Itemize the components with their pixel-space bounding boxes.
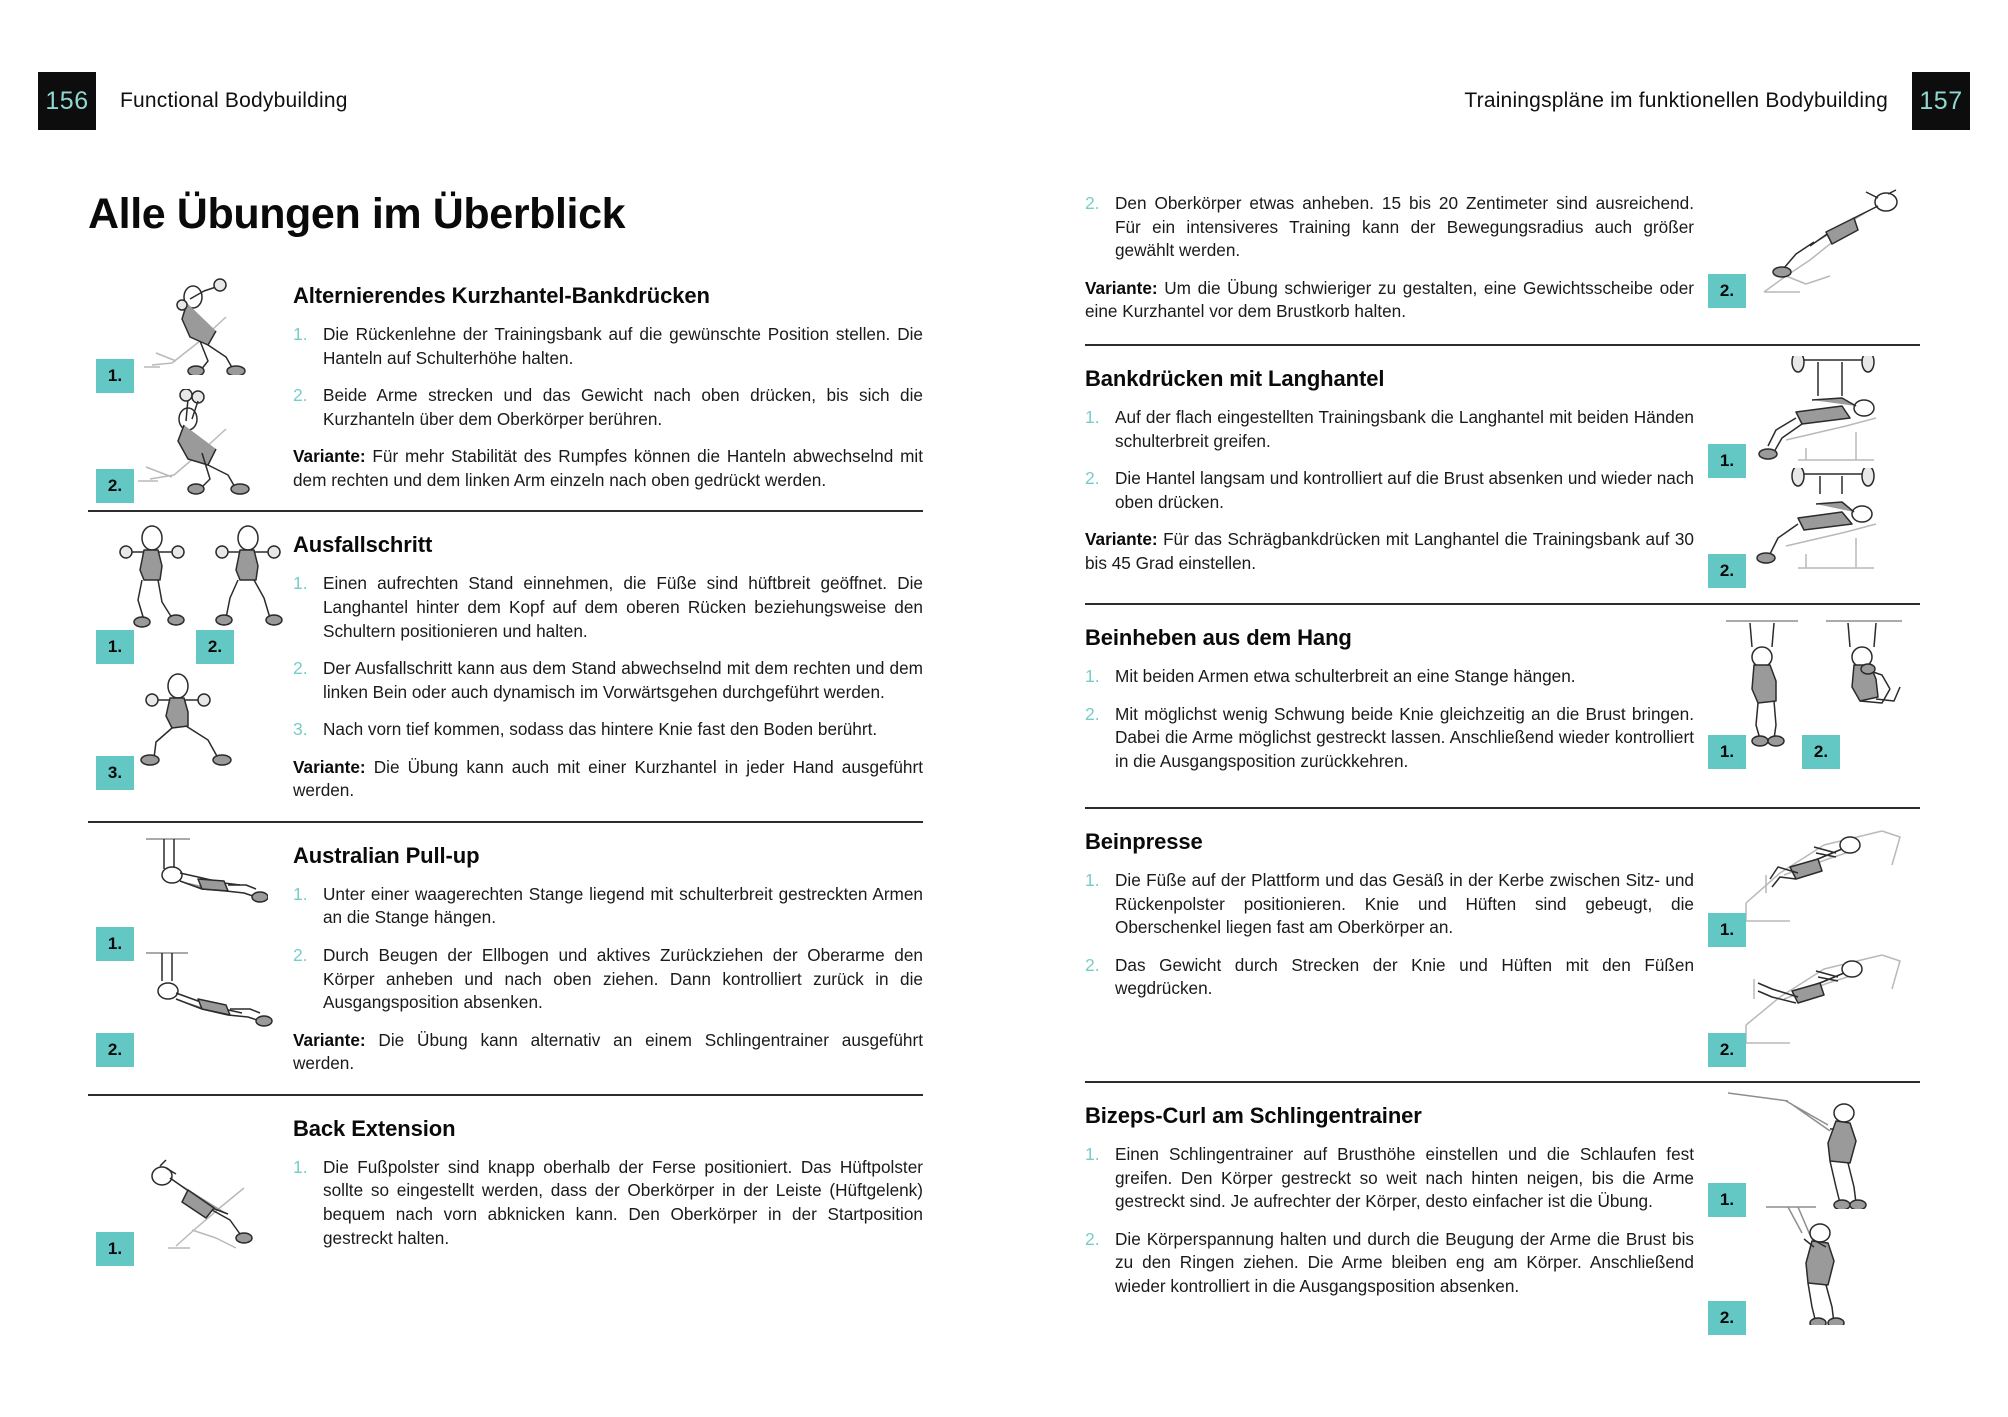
exercise-title: Back Extension [293, 1115, 456, 1141]
figure-badge: 2. [1802, 735, 1840, 769]
exercise-steps [293, 323, 923, 431]
figure-badge: 1. [96, 927, 134, 961]
step-number: 1. [1085, 407, 1100, 427]
figure-column [1702, 1101, 1920, 1327]
lunge-stand-art [108, 522, 192, 632]
section-divider [88, 821, 923, 823]
step-item [293, 384, 923, 431]
section-divider [1085, 603, 1920, 605]
running-head-right-title: Trainingspläne im funktionellen Bodybuilding [1464, 89, 1888, 112]
step-item [1085, 192, 1694, 263]
page-number-left: 156 [38, 72, 96, 130]
step-number: 2. [1085, 193, 1100, 213]
figure-badge: 1. [96, 1232, 134, 1266]
step-item [1085, 406, 1694, 453]
step-number: 2. [293, 385, 308, 406]
step-item [1085, 703, 1694, 774]
section-divider [1085, 1081, 1920, 1083]
lunge-step-art [208, 522, 292, 632]
step-number: 2. [1085, 1228, 1100, 1249]
figure-badge: 2. [1708, 274, 1746, 308]
figure-badge: 1. [96, 630, 134, 664]
variant-label: Variante: [1085, 277, 1158, 298]
hang-straight-art [1720, 617, 1806, 747]
variant-label: Variante: [293, 446, 366, 467]
step-number: 3. [293, 719, 308, 740]
step-item [1085, 665, 1694, 689]
step-item [293, 657, 923, 704]
exercise-steps [1085, 665, 1694, 773]
step-number: 1. [293, 324, 308, 344]
step-text: Durch Beugen der Ellbogen und aktives Zurückziehen der Oberarme den Körper anheben und nach oben ziehen. Dann kontrolliert zurück in die Ausgangsposition absenken. [323, 945, 923, 1013]
hang-knees-art [1820, 617, 1910, 747]
page-title: Alle Übungen im Überblick [88, 190, 626, 238]
variant-text: Um die Übung schwieriger zu gestalten, eine Gewichtsscheibe oder eine Kurzhantel vor dem Brustkorb halten. [1085, 277, 1694, 322]
bb-bench-bottom-art [1746, 468, 1896, 578]
step-item [293, 323, 923, 370]
variant-paragraph [293, 1029, 923, 1076]
exercise-steps [1085, 1143, 1694, 1298]
variant-paragraph [293, 756, 923, 803]
legpress-bent-art [1732, 821, 1907, 931]
step-item [1085, 1143, 1694, 1214]
bb-bench-top-art [1746, 356, 1896, 466]
variant-paragraph [1085, 528, 1694, 575]
exercise-block [1085, 827, 1920, 1067]
section-divider [1085, 344, 1920, 346]
exercise-steps [1085, 192, 1694, 263]
section-divider [88, 1094, 923, 1096]
exercise-block [88, 841, 923, 1080]
variant-label: Variante: [293, 1029, 366, 1050]
exercise-text [1085, 827, 1702, 1063]
figure-badge: 1. [1708, 735, 1746, 769]
variant-paragraph [1085, 277, 1694, 324]
figure-column [88, 841, 293, 1076]
step-item [293, 718, 923, 742]
section-divider [88, 510, 923, 512]
step-text: Mit beiden Armen etwa schulterbreit an eine Stange hängen. [1115, 666, 1576, 686]
step-number: 1. [293, 573, 308, 594]
exercise-title: Bankdrücken mit Langhantel [1085, 366, 1385, 391]
exercise-block [88, 1114, 923, 1268]
aus-pullup-top-art [128, 835, 268, 935]
exercise-title: Ausfallschritt [293, 532, 433, 558]
figure-column [1702, 364, 1920, 585]
figure-badge: 2. [96, 1033, 134, 1067]
aus-pullup-bottom-art [128, 951, 273, 1041]
running-head-right [1464, 72, 1970, 130]
step-text: Das Gewicht durch Strecken der Knie und Hüften mit den Füßen wegdrücken. [1115, 954, 1694, 999]
figure-badge: 2. [1708, 1301, 1746, 1335]
step-item [1085, 869, 1694, 940]
exercise-text [1085, 623, 1702, 789]
step-number: 2. [1085, 954, 1100, 975]
figure-badge: 1. [1708, 913, 1746, 947]
step-text: Den Oberkörper etwas anheben. 15 bis 20 Zentimeter sind ausreichend. Für ein intensiveres Training kann der Bewegungsradius auch größer gewählt werden. [1115, 193, 1694, 261]
back-ext-up-art [1754, 184, 1914, 304]
variant-paragraph [293, 445, 923, 492]
exercise-title: Alternierendes Kurzhantel-Bankdrücken [293, 283, 710, 308]
exercise-text [293, 1114, 923, 1264]
sling-curl-pull-art [1762, 1205, 1912, 1325]
exercise-block [88, 281, 923, 496]
variant-label: Variante: [1085, 529, 1158, 550]
right-page-column [1085, 190, 1920, 1331]
bench-press-end-art [128, 389, 258, 499]
step-text: Die Fußpolster sind knapp oberhalb der Ferse positioniert. Das Hüftpolster sollte so eingestellt werden, dass der Oberkörper in der Leiste (Hüftgelenk) bequem nach vorn abknicken kann. Den Oberkörper in der Startposition gestreckt halten. [323, 1156, 923, 1248]
step-item [293, 883, 923, 930]
exercise-block [1085, 623, 1920, 793]
figure-column [1702, 190, 1920, 326]
figure-badge: 1. [1708, 1183, 1746, 1217]
bench-press-start-art [130, 275, 255, 375]
exercise-steps [293, 883, 923, 1015]
step-number: 1. [293, 1156, 308, 1177]
figure-column [88, 1114, 293, 1264]
step-item [1085, 1228, 1694, 1299]
figure-badge: 3. [96, 756, 134, 790]
step-text: Beide Arme strecken und das Gewicht nach oben drücken, bis sich die Kurzhanteln über dem Oberkörper berühren. [323, 385, 923, 429]
legpress-ext-art [1732, 947, 1907, 1052]
figure-column [88, 281, 293, 495]
figure-column [88, 530, 293, 803]
step-text: Auf der flach eingestellten Trainingsbank die Langhantel mit beiden Händen schulterbreit greifen. [1115, 407, 1694, 451]
exercise-block [1085, 364, 1920, 589]
exercise-steps [293, 572, 923, 741]
step-number: 2. [1085, 468, 1100, 489]
figure-badge: 2. [1708, 1033, 1746, 1067]
step-text: Die Hantel langsam und kontrolliert auf die Brust absenken und wieder nach oben drücken. [1115, 468, 1694, 512]
exercise-title: Australian Pull-up [293, 842, 480, 868]
figure-badge: 2. [1708, 554, 1746, 588]
step-item [293, 1156, 923, 1250]
step-text: Der Ausfallschritt kann aus dem Stand abwechselnd mit dem rechten und dem linken Bein oder auch dynamisch im Vorwärtsgehen durchgeführt werden. [323, 658, 923, 702]
variant-label: Variante: [293, 756, 366, 777]
step-text: Mit möglichst wenig Schwung beide Knie gleichzeitig an die Brust bringen. Dabei die Arme möglichst gestreckt lassen. Anschließend wieder kontrolliert in die Ausgangsposition zurückkehren. [1115, 703, 1694, 771]
step-text: Unter einer waagerechten Stange liegend mit schulterbreit gestreckten Armen an die Stange hängen. [323, 883, 923, 928]
figure-badge: 2. [96, 469, 134, 503]
exercise-block [1085, 1101, 1920, 1331]
exercise-block [88, 530, 923, 807]
step-number: 2. [293, 658, 308, 679]
running-head-left [38, 72, 348, 130]
exercise-steps [1085, 869, 1694, 1001]
step-text: Die Körperspannung halten und durch die Beugung der Arme die Brust bis zu den Ringen ziehen. Die Arme bleiben eng am Körper. Anschließend wieder kontrolliert in die Ausgangsposition absenken. [1115, 1228, 1694, 1296]
exercise-title: Beinpresse [1085, 829, 1203, 854]
running-head-left-title: Functional Bodybuilding [120, 89, 348, 112]
step-number: 2. [293, 945, 308, 965]
step-text: Nach vorn tief kommen, sodass das hintere Knie fast den Boden berührt. [323, 719, 878, 740]
page-number-right: 157 [1912, 72, 1970, 130]
step-number: 1. [1085, 870, 1100, 890]
figure-column [1702, 827, 1920, 1063]
left-page-column [88, 190, 923, 1268]
step-text: Die Füße auf der Plattform und das Gesäß in der Kerbe zwischen Sitz- und Rückenpolster positionieren. Knie und Hüften sind gebeugt, die Oberschenkel liegen fast am Oberkörper an. [1115, 870, 1694, 938]
variant-text: Für mehr Stabilität des Rumpfes können die Hanteln abwechselnd mit dem rechten und dem linken Arm einzeln nach oben gedrückt werden. [293, 446, 923, 490]
step-text: Einen Schlingentrainer auf Brusthöhe einstellen und die Schlaufen fest greifen. Den Körper gestreckt so weit nach hinten neigen, bis die Arme gestreckt sind. Je aufrechter der Körper, desto einfacher ist die Übung. [1115, 1144, 1694, 1212]
variant-text: Die Übung kann auch mit einer Kurzhantel in jeder Hand ausgeführt werden. [293, 756, 923, 801]
variant-text: Die Übung kann alternativ an einem Schlingentrainer ausgeführt werden. [293, 1029, 923, 1074]
step-item [1085, 954, 1694, 1001]
exercise-text [293, 530, 923, 803]
step-item [1085, 467, 1694, 514]
figure-badge: 1. [1708, 444, 1746, 478]
step-number: 1. [293, 883, 308, 904]
sling-curl-back-art [1724, 1089, 1909, 1209]
exercise-steps [293, 1156, 923, 1250]
step-number: 1. [1085, 1144, 1100, 1164]
back-ext-down-art [132, 1152, 267, 1257]
exercise-continuation-block [1085, 190, 1920, 330]
step-text: Die Rückenlehne der Trainingsbank auf die gewünschte Position stellen. Die Hanteln auf Schulterhöhe halten. [323, 324, 923, 368]
step-number: 2. [1085, 703, 1100, 724]
exercise-text [1085, 364, 1702, 585]
lunge-deep-art [132, 670, 242, 770]
exercise-title: Bizeps-Curl am Schlingentrainer [1085, 1103, 1422, 1128]
exercise-steps [1085, 406, 1694, 514]
exercise-text [293, 281, 923, 492]
section-divider [1085, 807, 1920, 809]
exercise-text [1085, 1101, 1702, 1327]
step-item [293, 944, 923, 1015]
step-item [293, 572, 923, 643]
exercise-text [293, 841, 923, 1076]
figure-column [1702, 623, 1920, 789]
variant-text: Für das Schrägbankdrücken mit Langhantel die Trainingsbank auf 30 bis 45 Grad einstellen. [1085, 529, 1694, 573]
exercise-title: Beinheben aus dem Hang [1085, 625, 1352, 650]
figure-badge: 1. [96, 359, 134, 393]
figure-badge: 2. [196, 630, 234, 664]
step-text: Einen aufrechten Stand einnehmen, die Füße sind hüftbreit geöffnet. Die Langhantel hinter dem Kopf auf dem oberen Rücken beziehungsweise den Schultern positionieren und halten. [323, 573, 923, 641]
step-number: 1. [1085, 666, 1100, 686]
exercise-text [1085, 190, 1702, 326]
